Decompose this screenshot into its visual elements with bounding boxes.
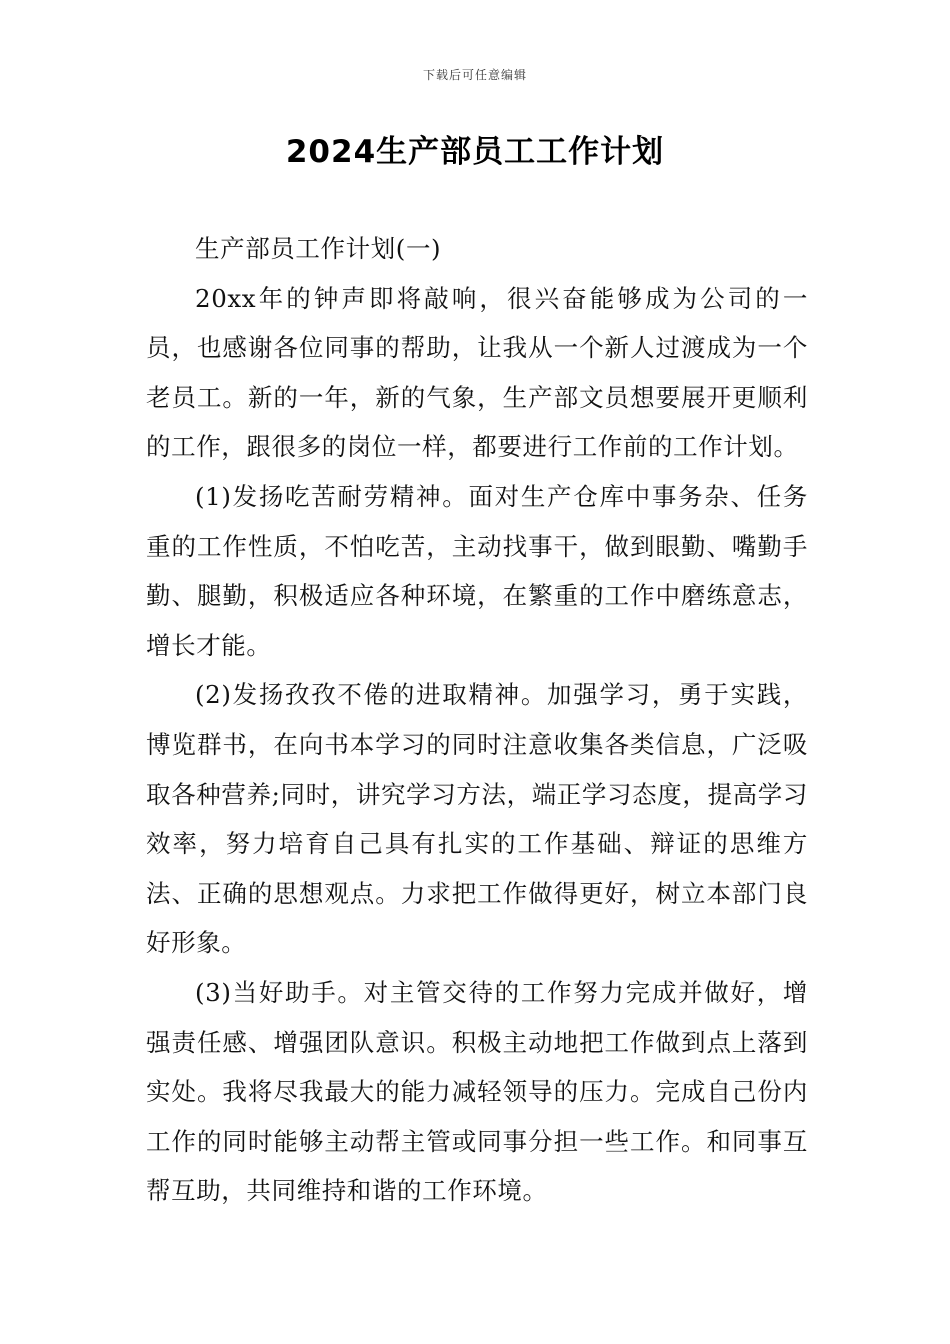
intro-paragraph: 20xx年的钟声即将敲响，很兴奋能够成为公司的一员，也感谢各位同事的帮助，让我从一个新人过渡成为一个老员工。新的一年，新的气象，生产部文员想要展开更顺利的工作，跟很多的岗位一样，都要进行工作前的工作计划。 [146,283,808,462]
section-heading: 生产部员工作计划(一) [195,234,442,263]
plan-item-1: (1)发扬吃苦耐劳精神。面对生产仓库中事务杂、任务重的工作性质，不怕吃苦，主动找事干，做到眼勤、嘴勤手勤、腿勤，积极适应各种环境，在繁重的工作中磨练意志，增长才能。 [146,481,808,660]
document-title: 2024生产部员工工作计划 [285,134,665,170]
header-note: 下载后可任意编辑 [422,68,527,82]
plan-item-2: (2)发扬孜孜不倦的进取精神。加强学习，勇于实践，博览群书，在向书本学习的同时注意收集各类信息，广泛吸取各种营养;同时，讲究学习方法，端正学习态度，提高学习效率，努力培育自己具有扎实的工作基础、辩证的思维方法、正确的思想观点。力求把工作做得更好，树立本部门良好形象。 [146,680,808,958]
plan-item-3: (3)当好助手。对主管交待的工作努力完成并做好，增强责任感、增强团队意识。积极主动地把工作做到点上落到实处。我将尽我最大的能力减轻领导的压力。完成自己份内工作的同时能够主动帮主管或同事分担一些工作。和同事互帮互助，共同维持和谐的工作环境。 [146,977,808,1206]
document-body [146,224,808,1216]
